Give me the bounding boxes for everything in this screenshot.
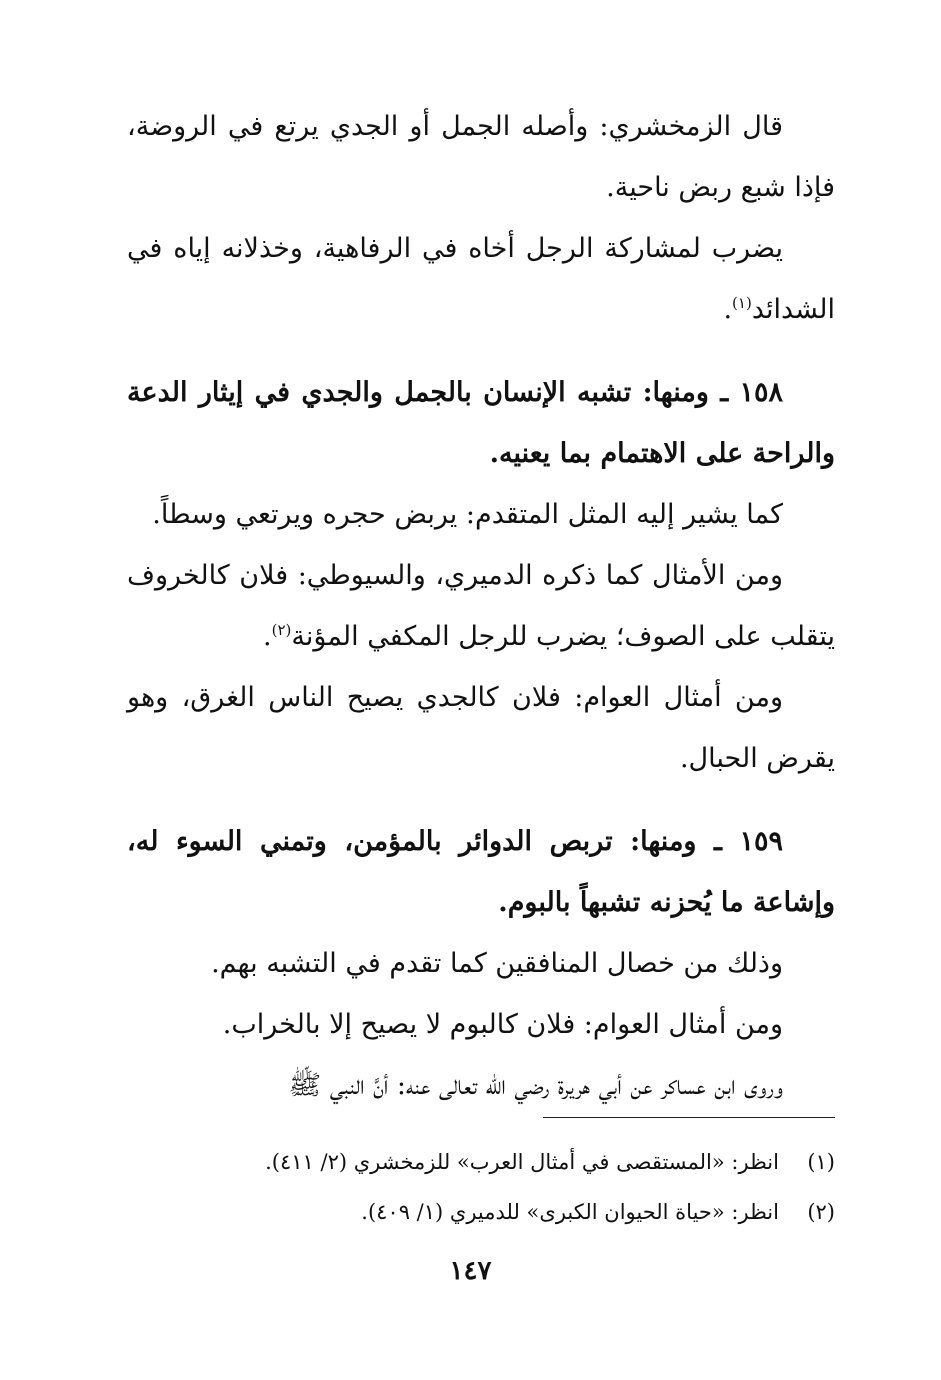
footnote-text: انظر: «حياة الحيوان الكبرى» للدميري (١/ ٤٠٩). <box>361 1200 779 1224</box>
main-text <box>127 96 835 1116</box>
section-heading-158: ١٥٨ ـ ومنها: تشبه الإنسان بالجمل والجدي في إيثار الدعة والراحة على الاهتمام بما يعنيه. <box>127 377 835 469</box>
paragraph: ومن أمثال العوام: فلان كالبوم لا يصيح إلا بالخراب. <box>222 1009 783 1040</box>
paragraph: ومن الأمثال كما ذكره الدميري، والسيوطي: فلان كالخروف يتقلب على الصوف؛ يضرب للرجل المكفي المؤنة$^{(٢)}$. <box>127 560 835 652</box>
paragraph: وذلك من خصال المنافقين كما تقدم في التشبه بهم. <box>211 948 783 979</box>
footnote-text: انظر: «المستقصى في أمثال العرب» للزمخشري (٢/ ٤١١). <box>265 1150 779 1174</box>
footnote-1 <box>127 1137 835 1187</box>
footnote-number: (١) <box>807 1150 835 1174</box>
paragraph: يضرب لمشاركة الرجل أخاه في الرفاهية، وخذلانه إياه في الشدائد$^{(١)}$. <box>127 233 835 325</box>
footnote-number: (٢) <box>807 1200 835 1224</box>
paragraph: وروى ابن عساكر عن أبي هريرة رضي الله تعالى عنه: أنَّ النبي ﷺ <box>288 1070 783 1101</box>
footnote-2 <box>127 1187 835 1237</box>
paragraph: قال الزمخشري: وأصله الجمل أو الجدي يرتع في الروضة، فإذا شبع ربض ناحية. <box>127 111 835 203</box>
footnotes <box>127 1137 835 1237</box>
footnote-ref[interactable]: (٢) <box>271 621 292 639</box>
page-number: ١٤٧ <box>449 1256 492 1286</box>
footnote-divider <box>543 1117 835 1118</box>
footnote-ref[interactable]: (١) <box>732 294 752 312</box>
paragraph: ومن أمثال العوام: فلان كالجدي يصيح الناس الغرق، وهو يقرض الحبال. <box>127 682 835 774</box>
paragraph: كما يشير إليه المثل المتقدم: يربض حجره ويرتعي وسطاً. <box>152 499 783 530</box>
section-heading-159: ١٥٩ ـ ومنها: تربص الدوائر بالمؤمن، وتمني السوء له، وإشاعة ما يُحزنه تشبهاً بالبوم. <box>127 826 835 918</box>
